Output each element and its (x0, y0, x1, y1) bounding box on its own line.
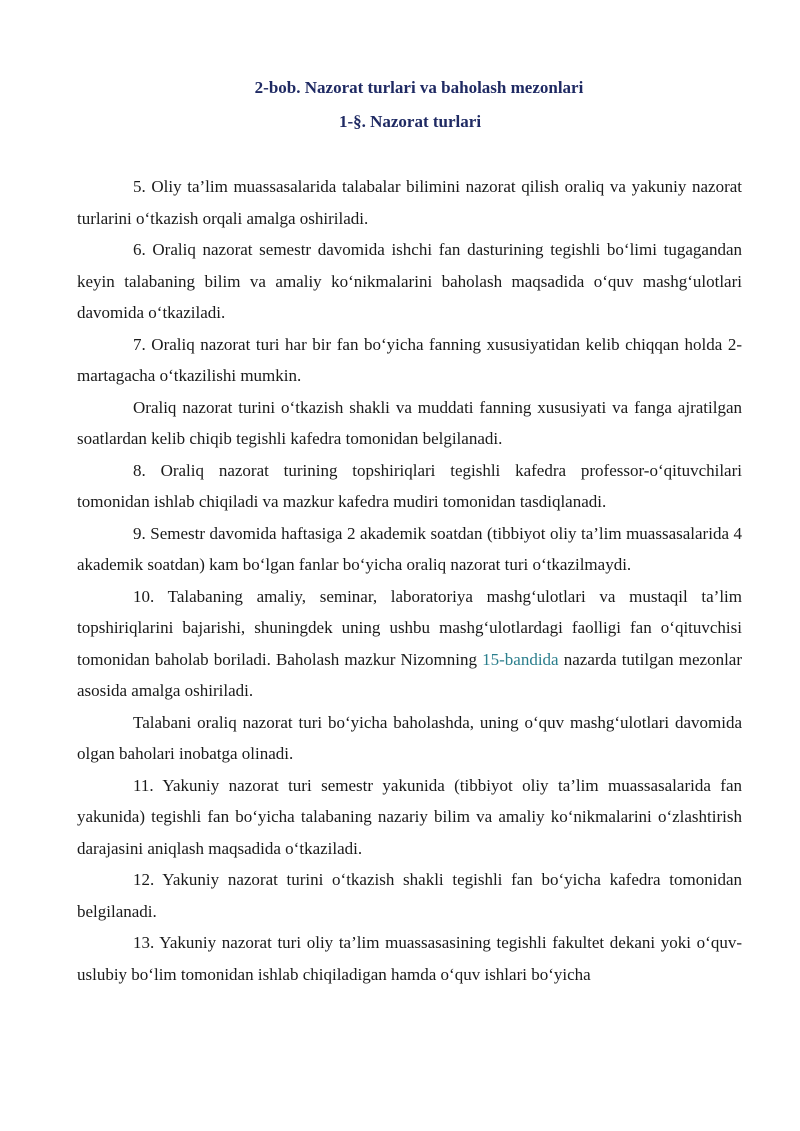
chapter-title: 2-bob. Nazorat turlari va baholash mezonlari (254, 78, 584, 97)
paragraph-10-text-before: 10. Talabaning amaliy, seminar, laboratoriya mashg‘ulotlari va mustaqil ta’lim topshiriqlarini bajarishi, shuningdek uning ushbu mashg‘ulotlardagi faolligi fan o‘qituvchisi tomonidan baholab boriladi. Baholash mazkur Nizomning (77, 586, 742, 669)
paragraph-10-continued: Talabani oraliq nazorat turi bo‘yicha baholashda, uning o‘quv mashg‘ulotlari davomida olgan baholari inobatga olinadi. (77, 712, 742, 763)
paragraph-13: 13. Yakuniy nazorat turi oliy ta’lim muassasasining tegishli fakultet dekani yoki o‘quv-uslubiy bo‘lim tomonidan ishlab chiqiladigan hamda o‘quv ishlari bo‘yicha (77, 933, 742, 984)
paragraph-6: 6. Oraliq nazorat semestr davomida ishchi fan dasturining tegishli bo‘limi tugagandan keyin talabaning bilim va amaliy ko‘nikmalarini baholash maqsadida o‘quv mashg‘ulotlari davomida o‘tkaziladi. (77, 240, 742, 322)
paragraph-10-text-after: nazarda tutilgan mezonlar asosida amalga oshiriladi. (77, 649, 742, 700)
paragraph-7-continued: Oraliq nazorat turini o‘tkazish shakli va muddati fanning xususiyati va fanga ajratilgan soatlardan kelib chiqib tegishli kafedra tomonidan belgilanadi. (77, 397, 742, 448)
paragraph-12: 12. Yakuniy nazorat turini o‘tkazish shakli tegishli fan bo‘yicha kafedra tomonidan belgilanadi. (77, 870, 742, 921)
reference-link-15[interactable]: 15-bandida (482, 649, 559, 669)
body-text (77, 171, 742, 990)
paragraph-9: 9. Semestr davomida haftasiga 2 akademik soatdan (tibbiyot oliy ta’lim muassasalarida 4 akademik soatdan) kam bo‘lgan fanlar bo‘yicha oraliq nazorat turi o‘tkazilmaydi. (77, 523, 742, 574)
section-title: 1-§. Nazorat turlari (338, 112, 482, 131)
paragraph-10 (77, 581, 742, 707)
paragraph-5: 5. Oliy ta’lim muassasalarida talabalar bilimini nazorat qilish oraliq va yakuniy nazorat turlarini o‘tkazish orqali amalga oshiriladi. (77, 177, 742, 228)
paragraph-11: 11. Yakuniy nazorat turi semestr yakunida (tibbiyot oliy ta’lim muassasalarida fan yakunida) tegishli fan bo‘yicha talabaning nazariy bilim va amaliy ko‘nikmalarini o‘zlashtirish darajasini aniqlash maqsadida o‘tkaziladi. (77, 775, 742, 858)
paragraph-8: 8. Oraliq nazorat turining topshiriqlari tegishli kafedra professor-o‘qituvchilari tomonidan ishlab chiqiladi va mazkur kafedra mudiri tomonidan tasdiqlanadi. (77, 460, 742, 511)
paragraph-7: 7. Oraliq nazorat turi har bir fan bo‘yicha fanning xususiyatidan kelib chiqqan holda 2-martagacha o‘tkazilishi mumkin. (77, 334, 742, 385)
